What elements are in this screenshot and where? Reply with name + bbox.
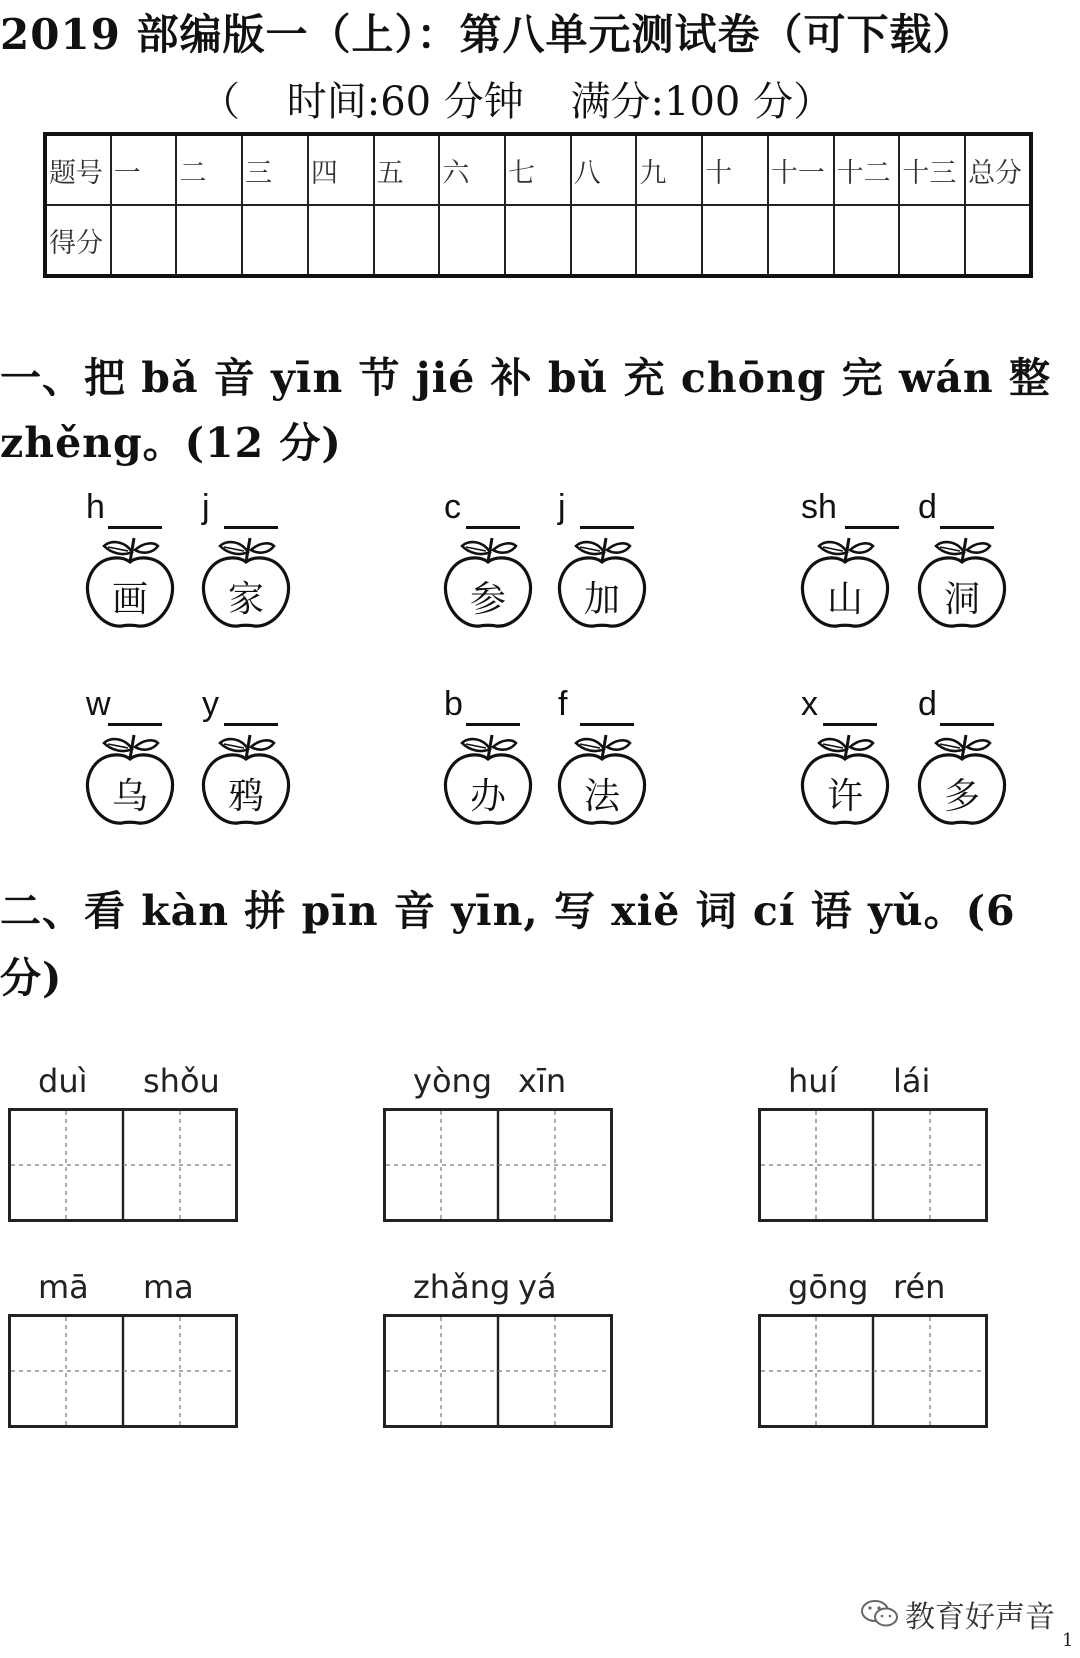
answer-blank[interactable] bbox=[466, 526, 520, 529]
answer-blank[interactable] bbox=[580, 723, 634, 726]
apple-character: 画 bbox=[111, 579, 148, 620]
tianzige-writing-box[interactable] bbox=[383, 1108, 613, 1222]
answer-blank[interactable] bbox=[224, 723, 278, 726]
score-cell: 六 bbox=[439, 134, 505, 205]
apple-character: 山 bbox=[826, 579, 863, 620]
answer-blank[interactable] bbox=[823, 723, 877, 726]
score-input-cell[interactable] bbox=[899, 205, 965, 276]
initial-letter: sh bbox=[801, 488, 837, 526]
apple-character: 办 bbox=[469, 776, 506, 817]
apple-item bbox=[912, 488, 1012, 620]
score-cell: 二 bbox=[176, 134, 242, 205]
score-cell: 七 bbox=[505, 134, 571, 205]
word-item bbox=[383, 1062, 613, 1222]
score-row-label: 得分 bbox=[45, 205, 111, 276]
apple-item bbox=[80, 685, 180, 817]
score-input-cell[interactable] bbox=[242, 205, 308, 276]
score-input-cell[interactable] bbox=[374, 205, 440, 276]
initial-letter: y bbox=[202, 685, 219, 723]
score-input-cell[interactable] bbox=[768, 205, 834, 276]
score-input-cell[interactable] bbox=[111, 205, 177, 276]
apple-character: 法 bbox=[583, 776, 620, 817]
answer-blank[interactable] bbox=[940, 723, 994, 726]
answer-blank[interactable] bbox=[108, 526, 162, 529]
score-cell: 三 bbox=[242, 134, 308, 205]
pinyin-syllable: duì bbox=[38, 1062, 88, 1100]
subtitle-open: （ bbox=[200, 79, 240, 125]
apple-character: 许 bbox=[826, 776, 863, 817]
apple-item bbox=[552, 488, 652, 620]
initial-letter: j bbox=[558, 488, 566, 526]
apple-item bbox=[438, 488, 538, 620]
score-cell: 八 bbox=[571, 134, 637, 205]
score-input-cell[interactable] bbox=[439, 205, 505, 276]
initial-letter: w bbox=[86, 685, 111, 723]
initial-letter: h bbox=[86, 488, 105, 526]
initial-letter: c bbox=[444, 488, 461, 526]
watermark-text: 教育好声音 bbox=[905, 1600, 1055, 1635]
word-item bbox=[758, 1062, 988, 1222]
apple-character: 加 bbox=[583, 579, 620, 620]
score-cell: 一 bbox=[111, 134, 177, 205]
tianzige-writing-box[interactable] bbox=[383, 1314, 613, 1428]
answer-blank[interactable] bbox=[466, 723, 520, 726]
apple-item bbox=[795, 685, 895, 817]
score-cell: 十二 bbox=[834, 134, 900, 205]
word-item bbox=[383, 1268, 613, 1428]
apple-character: 多 bbox=[943, 776, 980, 817]
initial-letter: j bbox=[202, 488, 210, 526]
apple-item bbox=[80, 488, 180, 620]
initial-letter: d bbox=[918, 488, 937, 526]
answer-blank[interactable] bbox=[224, 526, 278, 529]
score-cell: 总分 bbox=[965, 134, 1031, 205]
apple-character: 参 bbox=[469, 579, 506, 620]
score-table-score-row bbox=[45, 205, 1031, 276]
pinyin-syllable: zhǎng bbox=[413, 1268, 511, 1306]
section1-heading-line2: zhěng。(12 分) bbox=[0, 419, 342, 467]
pinyin-syllable: gōng bbox=[788, 1268, 869, 1306]
initial-letter: b bbox=[444, 685, 463, 723]
initial-letter: d bbox=[918, 685, 937, 723]
score-input-cell[interactable] bbox=[636, 205, 702, 276]
pinyin-syllable: mā bbox=[38, 1268, 89, 1306]
score-cell: 十三 bbox=[899, 134, 965, 205]
time-limit: 时间:60 分钟 bbox=[286, 79, 524, 125]
answer-blank[interactable] bbox=[845, 526, 899, 529]
tianzige-writing-box[interactable] bbox=[758, 1314, 988, 1428]
full-score: 满分:100 分） bbox=[570, 79, 834, 125]
score-cell: 十 bbox=[702, 134, 768, 205]
apple-item bbox=[438, 685, 538, 817]
apple-character: 乌 bbox=[111, 776, 148, 817]
apple-character: 鸦 bbox=[227, 776, 264, 817]
apple-character: 洞 bbox=[943, 579, 980, 620]
answer-blank[interactable] bbox=[940, 526, 994, 529]
pinyin-syllable: ma bbox=[143, 1268, 194, 1306]
pinyin-syllable: yá bbox=[518, 1268, 557, 1306]
section2-heading-line1: 二、看 kàn 拼 pīn 音 yīn, 写 xiě 词 cí 语 yǔ。(6 bbox=[0, 887, 1016, 935]
pinyin-syllable: lái bbox=[893, 1062, 931, 1100]
apple-item bbox=[196, 488, 296, 620]
score-input-cell[interactable] bbox=[308, 205, 374, 276]
score-input-cell[interactable] bbox=[176, 205, 242, 276]
section1-heading-line1: 一、把 bǎ 音 yīn 节 jié 补 bǔ 充 chōng 完 wán 整 bbox=[0, 354, 1051, 402]
word-item bbox=[758, 1268, 988, 1428]
pinyin-syllable: yòng bbox=[413, 1062, 493, 1100]
score-table bbox=[43, 132, 1033, 278]
wechat-icon bbox=[860, 1598, 900, 1630]
answer-blank[interactable] bbox=[108, 723, 162, 726]
apple-character: 家 bbox=[227, 579, 264, 620]
word-item bbox=[8, 1062, 238, 1222]
apple-item bbox=[912, 685, 1012, 817]
score-cell: 五 bbox=[374, 134, 440, 205]
score-cell: 题号 bbox=[45, 134, 111, 205]
apple-item bbox=[552, 685, 652, 817]
pinyin-syllable: huí bbox=[788, 1062, 838, 1100]
pinyin-syllable: shǒu bbox=[143, 1062, 220, 1100]
score-input-cell[interactable] bbox=[505, 205, 571, 276]
score-cell: 九 bbox=[636, 134, 702, 205]
exam-subtitle bbox=[200, 70, 900, 127]
tianzige-writing-box[interactable] bbox=[758, 1108, 988, 1222]
tianzige-writing-box[interactable] bbox=[8, 1108, 238, 1222]
initial-letter: x bbox=[801, 685, 818, 723]
score-input-cell[interactable] bbox=[702, 205, 768, 276]
answer-blank[interactable] bbox=[580, 526, 634, 529]
score-cell: 四 bbox=[308, 134, 374, 205]
apple-item bbox=[196, 685, 296, 817]
apple-item bbox=[795, 488, 895, 620]
exam-title: 2019 部编版一（上）：第八单元测试卷（可下载） bbox=[0, 10, 976, 59]
score-input-cell[interactable] bbox=[965, 205, 1031, 276]
page-number: 1 bbox=[1062, 1630, 1074, 1651]
score-input-cell[interactable] bbox=[834, 205, 900, 276]
score-cell: 十一 bbox=[768, 134, 834, 205]
word-item bbox=[8, 1268, 238, 1428]
initial-letter: f bbox=[558, 685, 568, 723]
score-input-cell[interactable] bbox=[571, 205, 637, 276]
section2-heading-line2: 分) bbox=[0, 954, 63, 1002]
pinyin-syllable: rén bbox=[893, 1268, 946, 1306]
tianzige-writing-box[interactable] bbox=[8, 1314, 238, 1428]
score-table-header-row bbox=[45, 134, 1031, 205]
pinyin-syllable: xīn bbox=[518, 1062, 567, 1100]
